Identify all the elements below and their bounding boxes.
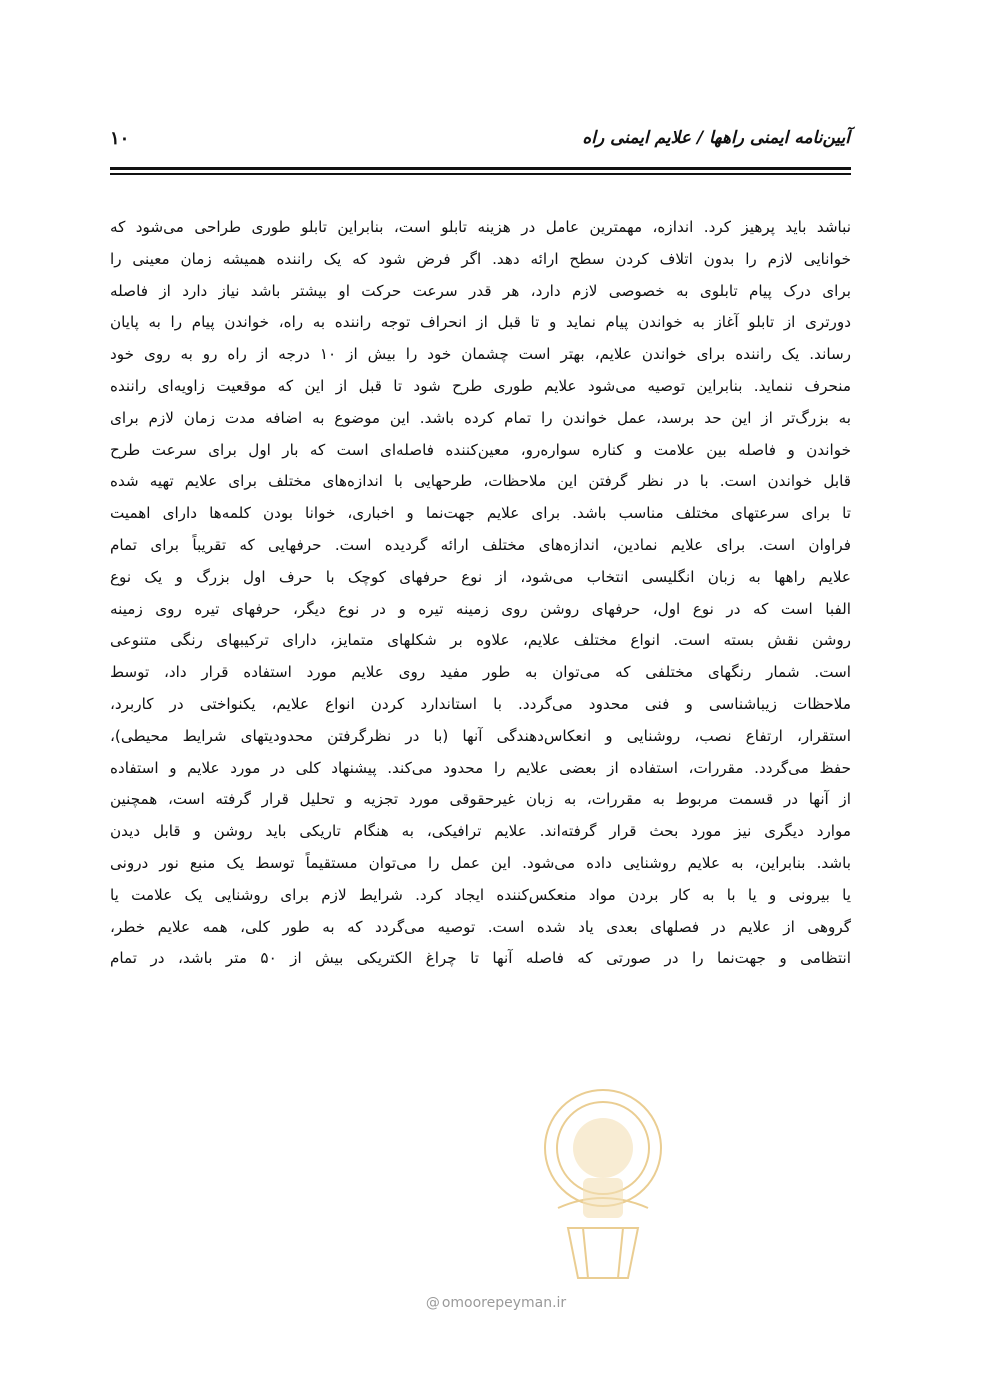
text-line: خواندن و فاصله بین علامت و کناره سواره‌رو، معین‌کننده فاصله‌ای است که بار اول برای سرعت طرح <box>110 440 851 459</box>
page-header <box>110 128 850 154</box>
header-rule-thick <box>110 167 851 170</box>
page-number: ۱۰ <box>110 128 130 149</box>
text-line: نباشد باید پرهیز کرد. اندازه، مهمترین عامل در هزینه تابلو است، بنابراین تابلو طوری طراحی می‌شود که <box>110 218 851 236</box>
header-rule-thin <box>110 173 851 175</box>
footer-watermark-text: omoorepeyman.ir <box>441 1295 567 1311</box>
text-line: باشد. بنابراین، به علایم روشنایی داده می‌شود. این عمل را می‌توان مستقیماً توسط یک منبع نور درونی <box>110 853 851 872</box>
text-line: استقرار، ارتفاع نصب، روشنایی و انعکاس‌دهندگی آنها (با در نظرگرفتن محدودیتهای شرایط محیطی)، <box>110 726 851 745</box>
text-line: تا برای سرعتهای مختلف مناسب باشد. برای علایم جهت‌نما و اخباری، خوانا بودن کلمه‌ها دارای اهمیت <box>110 504 851 523</box>
text-line: قابل خواندن است. با در نظر گرفتن این ملاحظات، طرحهایی با اندازه‌های مختلف برای علایم تهیه شده <box>110 472 851 491</box>
text-line: موارد دیگری نیز مورد بحث قرار گرفته‌اند. علایم ترافیکی، به هنگام تاریکی باید روشن و قابل دیدن <box>110 822 851 841</box>
watermark-logo-icon <box>528 1078 678 1288</box>
text-line: منحرف ننماید. بنابراین توصیه می‌شود علایم طوری طرح شود تا قبل از این که موقعیت زاویه‌ای راننده <box>110 376 851 395</box>
text-line: گروهی از علایم در فصلهای بعدی یاد شده است. توصیه می‌گردد که به طور کلی، همه علایم خطر، <box>110 917 851 936</box>
text-line: خوانایی لازم را بدون اتلاف کردن سطح ارائه دهد. اگر فرض شود که یک راننده همیشه زمان معینی را <box>110 249 851 268</box>
text-line: علایم راهها به زبان انگلیسی انتخاب می‌شود، از نوع حرفهای کوچک با حرف اول بزرگ و یک نوع <box>110 567 851 586</box>
text-line: حفظ می‌گردد. مقررات، استفاده از بعضی علایم را محدود می‌کند. پیشنهاد کلی در مورد علایم و استفاده <box>110 758 851 777</box>
footer-watermark <box>0 1295 992 1311</box>
text-line: از آنها در قسمت مربوط به مقررات، به زبان غیرحقوقی مورد تجزیه و تحلیل قرار گرفته است، همچنین <box>110 790 851 809</box>
text-line: به بزرگ‌تر از این حد برسد، عمل خواندن را تمام کرده باشد. این موضوع به اضافه مدت زمان لازم برای <box>110 408 851 427</box>
text-line: برای درک پیام تابلوی به خصوصی لازم دارد، هر قدر سرعت حرکت او بیشتر باشد نیاز دارد از فاصله <box>110 281 851 300</box>
text-line: دورتری از تابلو آغاز به خواندن پیام نماید و تا قبل از انحراف توجه راننده به راه، خواندن پیام را به پایان <box>110 313 851 332</box>
text-line: ملاحظات زیباشناسی و فنی محدود می‌گردد. با استاندارد کردن انواع علایم، یکنواختی در کاربرد، <box>110 694 851 713</box>
text-line: روشن نقش بسته است. انواع مختلف علایم، علاوه بر شکلهای متمایز، دارای ترکیبهای رنگی متنوعی <box>110 631 851 650</box>
text-line: الفبا است که در نوع اول، حرفهای روشن روی زمینه تیره و در نوع دیگر، حرفهای تیره روی زمینه <box>110 599 851 618</box>
text-line: یا بیرونی و یا با به کار بردن مواد منعکس‌کننده ایجاد کرد. شرایط لازم برای روشنایی یک علامت یا <box>110 885 851 904</box>
at-sign-icon: @ <box>425 1295 440 1311</box>
body-paragraph <box>110 212 851 975</box>
text-line: فراوان است. برای علایم نمادین، اندازه‌های مختلف ارائه گردیده است. حرفهایی که تقریباً برای تمام <box>110 535 851 554</box>
running-title: آیین‌نامه ایمنی راهها / علایم ایمنی راه <box>582 128 850 148</box>
text-line: رساند. یک راننده برای خواندن علایم، بهتر است چشمان خود را بیش از ۱۰ درجه از راه رو به روی خود <box>110 345 851 364</box>
text-line: انتظامی و جهت‌نما را در صورتی که فاصله آنها تا چراغ الکتریکی بیش از ۵۰ متر باشد، در تمام <box>110 949 851 968</box>
text-line: است. شمار رنگهای مختلفی که می‌توان به طور مفید روی علایم مورد استفاده قرار داد، توسط <box>110 663 851 682</box>
